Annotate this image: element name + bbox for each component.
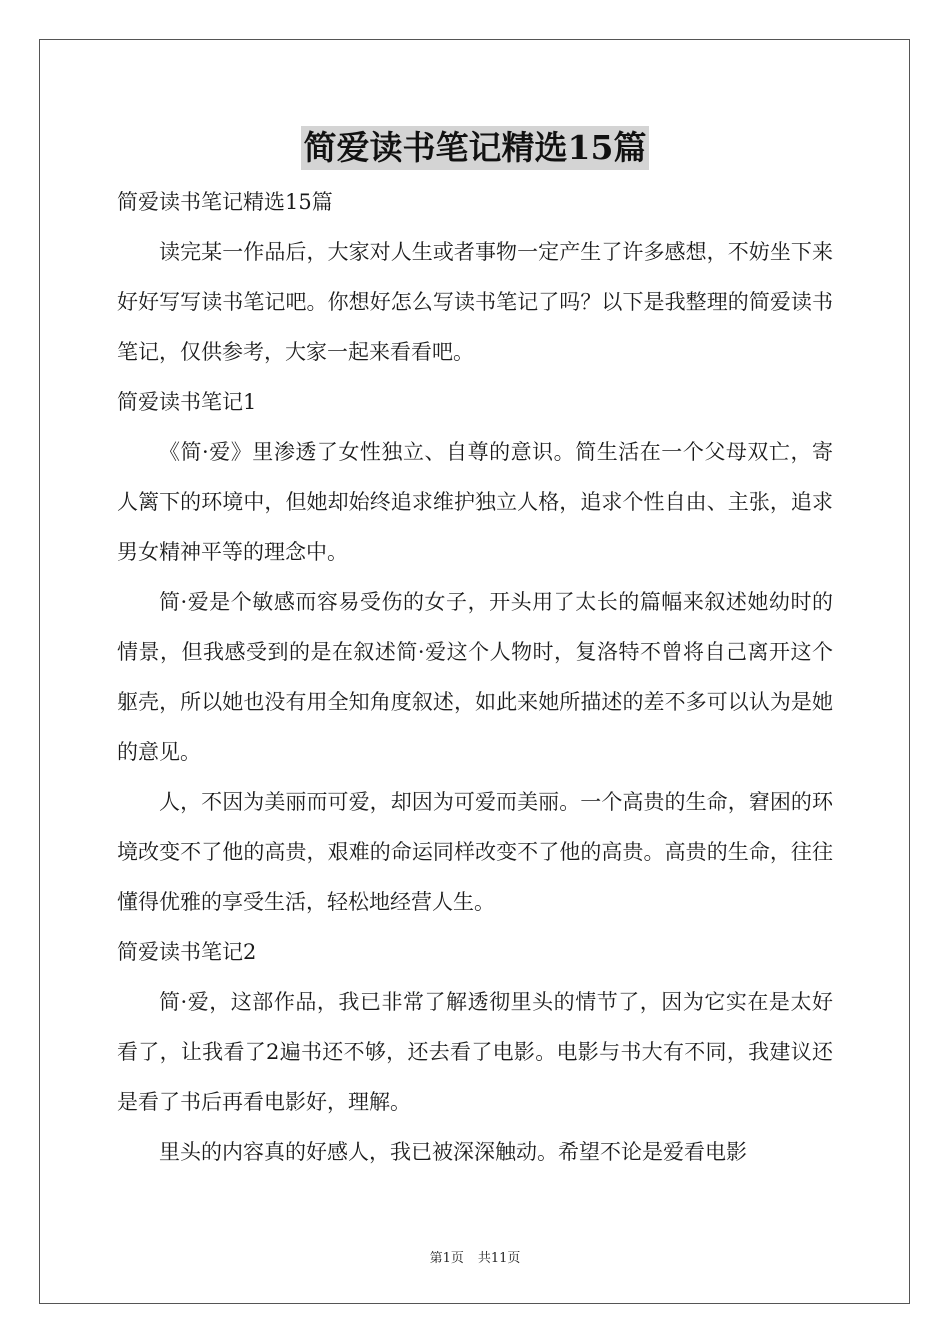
document-title: 简爱读书笔记精选15篇 [301,126,650,170]
body-paragraph: 简·爱是个敏感而容易受伤的女子，开头用了太长的篇幅来叙述她幼时的情景，但我感受到的是在叙述简·爱这个人物时，复洛特不曾将自己离开这个躯壳，所以她也没有用全知角度叙述，如此来她所描述的差不多可以认为是她的意见。 [117,590,833,764]
subheading-main: 简爱读书笔记精选15篇 [117,190,333,214]
page-number: 第1页 [429,1251,464,1266]
document-body [117,177,833,1177]
body-paragraph: 《简·爱》里渗透了女性独立、自尊的意识。简生活在一个父母双亡，寄人篱下的环境中，但她却始终追求维护独立人格，追求个性自由、主张，追求男女精神平等的理念中。 [117,440,833,564]
page-footer [0,1247,950,1266]
title-container [0,126,950,170]
body-paragraph: 里头的内容真的好感人，我已被深深触动。希望不论是爱看电影 [159,1140,747,1164]
section-heading-1: 简爱读书笔记1 [117,390,257,414]
page-total: 共11页 [477,1251,521,1266]
intro-paragraph: 读完某一作品后，大家对人生或者事物一定产生了许多感想，不妨坐下来好好写写读书笔记吧。你想好怎么写读书笔记了吗？以下是我整理的简爱读书笔记，仅供参考，大家一起来看看吧。 [117,240,833,364]
section-heading-2: 简爱读书笔记2 [117,940,257,964]
body-paragraph: 简·爱，这部作品，我已非常了解透彻里头的情节了，因为它实在是太好看了，让我看了2遍书还不够，还去看了电影。电影与书大有不同，我建议还是看了书后再看电影好，理解。 [117,990,833,1114]
body-paragraph: 人，不因为美丽而可爱，却因为可爱而美丽。一个高贵的生命，窘困的环境改变不了他的高贵，艰难的命运同样改变不了他的高贵。高贵的生命，往往懂得优雅的享受生活，轻松地经营人生。 [117,790,833,914]
